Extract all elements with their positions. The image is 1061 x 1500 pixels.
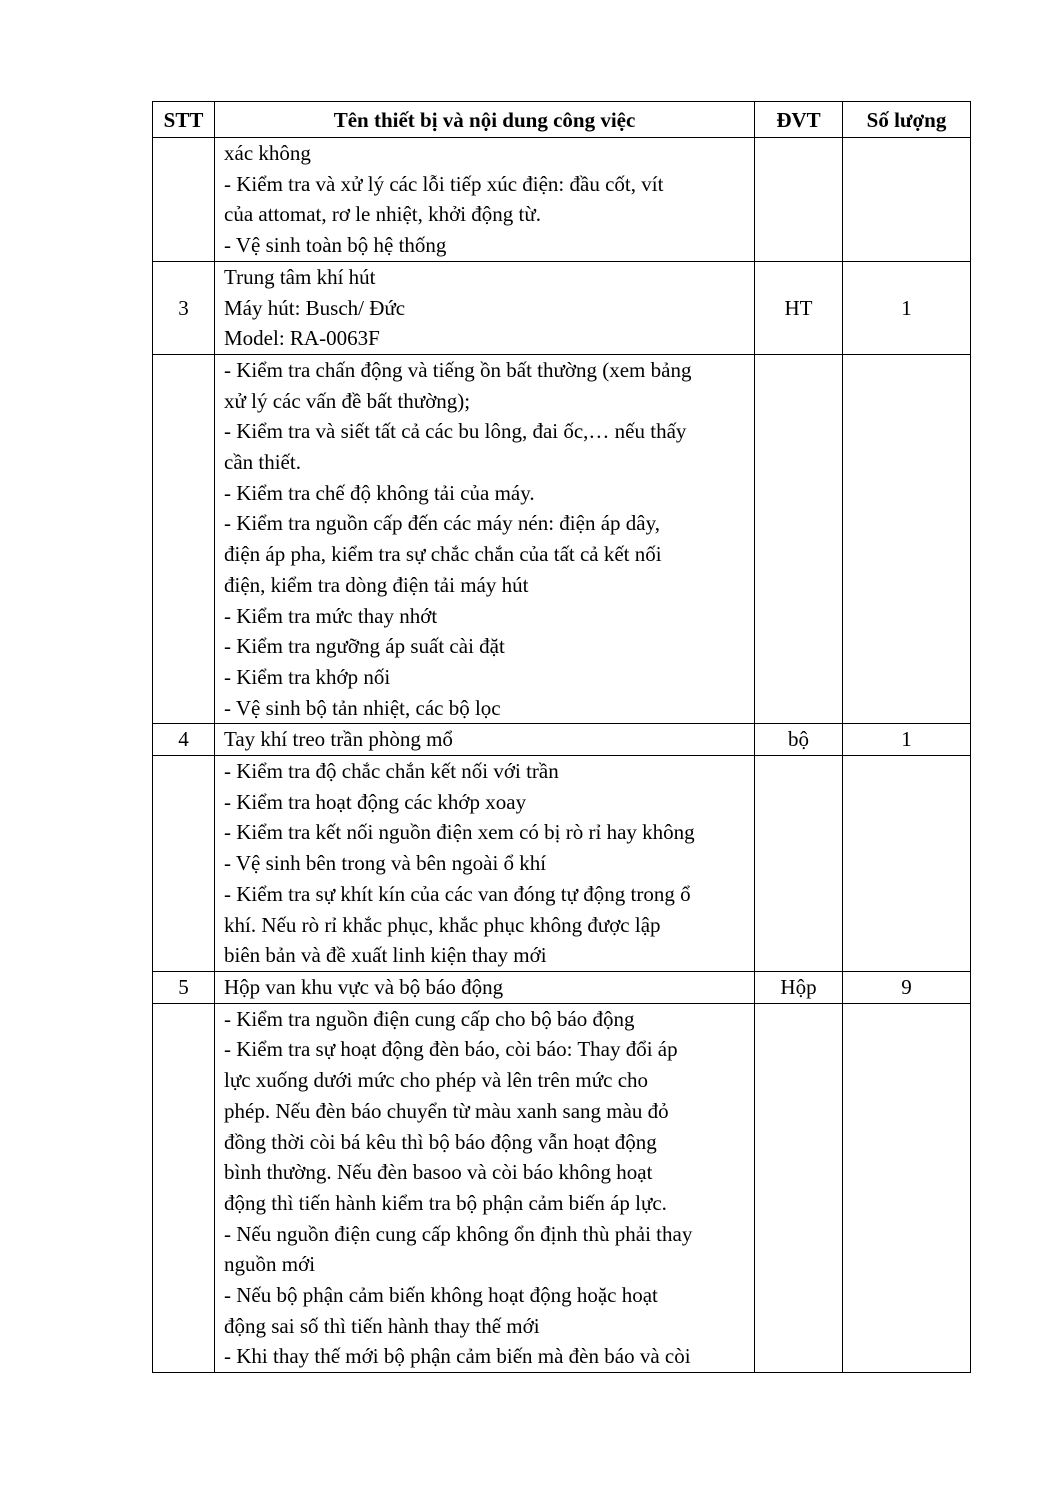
description-line: - Kiểm tra và xử lý các lỗi tiếp xúc điện: đầu cốt, vít bbox=[224, 171, 664, 196]
description-line: - Kiểm tra sự khít kín của các van đóng tự động trong ổ bbox=[224, 881, 691, 906]
description-line: cần thiết. bbox=[224, 450, 301, 475]
description-line: - Kiểm tra chấn động và tiếng ồn bất thường (xem bảng bbox=[224, 357, 692, 382]
description-line: xử lý các vấn đề bất thường); bbox=[224, 388, 471, 413]
description-line: động sai số thì tiến hành thay thế mới bbox=[224, 1313, 540, 1338]
description-line: - Vệ sinh bên trong và bên ngoài ổ khí bbox=[224, 851, 547, 876]
description-line: - Kiểm tra sự hoạt động đèn báo, còi báo: Thay đổi áp bbox=[224, 1037, 678, 1062]
description-line: - Khi thay thế mới bộ phận cảm biến mà đèn báo và còi bbox=[224, 1344, 691, 1369]
row-unit: HT bbox=[755, 261, 843, 354]
header-quantity: Số lượng bbox=[843, 102, 971, 138]
table-row bbox=[153, 261, 971, 354]
description-line: Trung tâm khí hút bbox=[224, 264, 376, 289]
description-line: - Kiểm tra chế độ không tải của máy. bbox=[224, 480, 535, 505]
row-stt bbox=[153, 1003, 215, 1372]
description-line: điện, kiểm tra dòng điện tải máy hút bbox=[224, 572, 529, 597]
description-line: - Vệ sinh toàn bộ hệ thống bbox=[224, 233, 447, 258]
description-line: - Kiểm tra hoạt động các khớp xoay bbox=[224, 789, 527, 814]
description-line: động thì tiến hành kiểm tra bộ phận cảm biến áp lực. bbox=[224, 1190, 667, 1215]
description-line: bình thường. Nếu đèn basoo và còi báo không hoạt bbox=[224, 1160, 653, 1185]
description-line: khí. Nếu rò rỉ khắc phục, khắc phục không được lập bbox=[224, 912, 661, 937]
description-line: - Nếu nguồn điện cung cấp không ổn định thù phải thay bbox=[224, 1221, 693, 1246]
description-line: - Kiểm tra nguồn cấp đến các máy nén: điện áp dây, bbox=[224, 511, 660, 536]
description-line: - Kiểm tra ngưỡng áp suất cài đặt bbox=[224, 634, 505, 659]
table-header-row bbox=[153, 102, 971, 138]
row-quantity bbox=[843, 756, 971, 972]
table-row bbox=[153, 1003, 971, 1372]
row-quantity: 1 bbox=[843, 261, 971, 354]
row-quantity: 1 bbox=[843, 724, 971, 756]
description-line: Tay khí treo trần phòng mổ bbox=[224, 727, 453, 752]
row-stt: 3 bbox=[153, 261, 215, 354]
description-line: Máy hút: Busch/ Đức bbox=[224, 295, 406, 320]
row-stt bbox=[153, 756, 215, 972]
description-line: biên bản và đề xuất linh kiện thay mới bbox=[224, 943, 547, 968]
row-description bbox=[215, 971, 755, 1003]
description-line: của attomat, rơ le nhiệt, khởi động từ. bbox=[224, 202, 542, 227]
row-unit bbox=[755, 354, 843, 723]
row-stt bbox=[153, 354, 215, 723]
description-line: Model: RA-0063F bbox=[224, 326, 380, 351]
description-line: xác không bbox=[224, 141, 311, 165]
description-line: lực xuống dưới mức cho phép và lên trên mức cho bbox=[224, 1068, 649, 1093]
table-row bbox=[153, 138, 971, 262]
row-description bbox=[215, 1003, 755, 1372]
header-stt: STT bbox=[153, 102, 215, 138]
row-stt bbox=[153, 138, 215, 262]
description-line: - Kiểm tra và siết tất cả các bu lông, đai ốc,… nếu thấy bbox=[224, 419, 687, 444]
table-row bbox=[153, 971, 971, 1003]
description-line: - Nếu bộ phận cảm biến không hoạt động hoặc hoạt bbox=[224, 1283, 658, 1308]
row-description bbox=[215, 261, 755, 354]
row-unit: Hộp bbox=[755, 971, 843, 1003]
row-unit: bộ bbox=[755, 724, 843, 756]
row-description bbox=[215, 724, 755, 756]
description-line: - Kiểm tra độ chắc chắn kết nối với trần bbox=[224, 759, 559, 784]
table-body bbox=[153, 138, 971, 1373]
row-quantity: 9 bbox=[843, 971, 971, 1003]
description-line: - Kiểm tra kết nối nguồn điện xem có bị rò rỉ hay không bbox=[224, 820, 695, 845]
header-description: Tên thiết bị và nội dung công việc bbox=[215, 102, 755, 138]
description-line: - Kiểm tra khớp nối bbox=[224, 664, 391, 689]
row-stt: 5 bbox=[153, 971, 215, 1003]
description-line: - Kiểm tra mức thay nhớt bbox=[224, 603, 438, 628]
row-quantity bbox=[843, 138, 971, 262]
maintenance-table bbox=[152, 101, 971, 1373]
header-unit: ĐVT bbox=[755, 102, 843, 138]
row-unit bbox=[755, 138, 843, 262]
table-row bbox=[153, 724, 971, 756]
description-line: - Kiểm tra nguồn điện cung cấp cho bộ báo động bbox=[224, 1006, 635, 1031]
description-line: phép. Nếu đèn báo chuyển từ màu xanh sang màu đỏ bbox=[224, 1098, 669, 1123]
description-line: nguồn mới bbox=[224, 1252, 316, 1277]
description-line: đồng thời còi bá kêu thì bộ báo động vẫn hoạt động bbox=[224, 1129, 657, 1154]
row-stt: 4 bbox=[153, 724, 215, 756]
description-line: Hộp van khu vực và bộ báo động bbox=[224, 974, 504, 999]
row-quantity bbox=[843, 1003, 971, 1372]
description-line: điện áp pha, kiểm tra sự chắc chắn của tất cả kết nối bbox=[224, 542, 662, 567]
row-description bbox=[215, 756, 755, 972]
row-unit bbox=[755, 756, 843, 972]
description-line: - Vệ sinh bộ tản nhiệt, các bộ lọc bbox=[224, 695, 501, 720]
row-quantity bbox=[843, 354, 971, 723]
row-description bbox=[215, 354, 755, 723]
row-unit bbox=[755, 1003, 843, 1372]
row-description bbox=[215, 138, 755, 262]
table-row bbox=[153, 354, 971, 723]
table-row bbox=[153, 756, 971, 972]
